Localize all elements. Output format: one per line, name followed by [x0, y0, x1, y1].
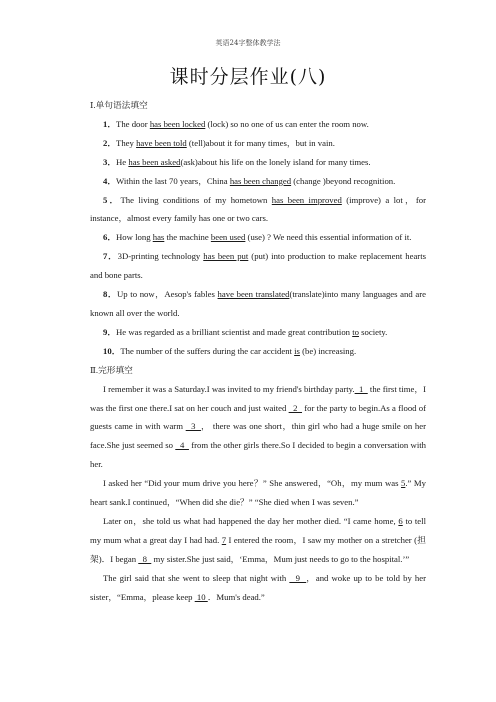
page-title: 课时分层作业(八): [169, 66, 327, 88]
answer: has been put: [203, 251, 249, 262]
exercise-item-1: 1．The door has been locked (lock) so no one of us can enter the room now.: [103, 118, 369, 129]
section-heading-cloze: Ⅱ.完形填空: [90, 364, 133, 375]
exercise-item-7: 7．3D-printing technology has been put (put) into production to make replacement hearts and bone parts.: [90, 251, 426, 281]
page-header: 英语24字整体教学法: [215, 39, 281, 47]
section-heading-grammar: Ⅰ.单句语法填空: [90, 100, 148, 110]
cloze-blank-10: 10: [194, 591, 208, 602]
cloze-paragraph-3: Later on，she told us what had happened the day her mother died. “I came home, 6 to tell my mum what a great day I had had. 7 I entered the room，I saw my mother on a stretcher (担架)．I began 8 my sister.She just said，‘Emma，Mum just needs to go to the hospital.’”: [90, 515, 426, 564]
answer: is: [294, 345, 300, 356]
exercise-item-6: 6．How long has the machine been used (use) ? We need this essential information of it.: [103, 232, 412, 243]
cloze-blank-1: 1: [354, 383, 368, 394]
cloze-paragraph-1: I remember it was a Saturday.I was invited to my friend's birthday party. 1 the first time，I was the first one there.I sat on her couch and just waited 2 for the party to begin.As a flood of guests came in with warm 3 ， there was one short，thin girl who had a huge smile on her face.She just seemed so 4 from the other girls there.So I decided to begin a conversation with her.: [90, 383, 426, 470]
answer: have been told: [136, 137, 187, 148]
exercise-item-8: 8．Up to now，Aesop's fables have been translated(translate)into many languages and are known all over the world.: [90, 289, 426, 318]
cloze-blank-4: 4: [175, 440, 189, 451]
answer: has been asked: [128, 156, 181, 167]
cloze-blank-9: 9: [289, 572, 307, 583]
cloze-blank-3: 3: [185, 421, 201, 432]
exercise-item-3: 3．He has been asked(ask)about his life on the lonely island for many times.: [103, 156, 371, 167]
cloze-blank-5: 5: [401, 478, 406, 489]
exercise-item-5: 5．The living conditions of my hometown has been improved (improve) a lot，for instance，almost every family has one or two cars.: [90, 194, 426, 224]
answer: have been translated: [217, 289, 290, 300]
exercise-item-4: 4．Within the last 70 years，China has been changed (change )beyond recognition.: [103, 175, 396, 186]
answer: has been locked: [149, 118, 206, 129]
cloze-blank-6: 6: [398, 515, 403, 526]
answer: been used: [210, 232, 246, 243]
cloze-paragraph-4: The girl said that she went to sleep that night with 9 ，and woke up to be told by her sister，“Emma，please keep 10 ．Mum's dead.”: [90, 572, 427, 602]
worksheet-content: [90, 96, 426, 606]
cloze-paragraph-2: I asked her “Did your mum drive you here？” She answered，“Oh，my mum was 5.” My heart sank.I continued，“When did she die？” “She died when I was seven.”: [90, 478, 426, 508]
answer: to: [352, 326, 359, 337]
exercise-item-2: 2．They have been told (tell)about it for many times，but in vain.: [103, 137, 335, 148]
cloze-blank-2: 2: [288, 402, 303, 413]
cloze-blank-8: 8: [138, 553, 152, 564]
answer: has been changed: [229, 175, 292, 186]
exercise-item-9: 9．He was regarded as a brilliant scientist and made great contribution to society.: [103, 326, 388, 337]
answer: has been improved: [271, 194, 342, 205]
cloze-blank-7: 7: [221, 534, 227, 545]
answer: has: [152, 232, 165, 243]
exercise-item-10: 10．The number of the suffers during the car accident is (be) increasing.: [103, 345, 357, 356]
